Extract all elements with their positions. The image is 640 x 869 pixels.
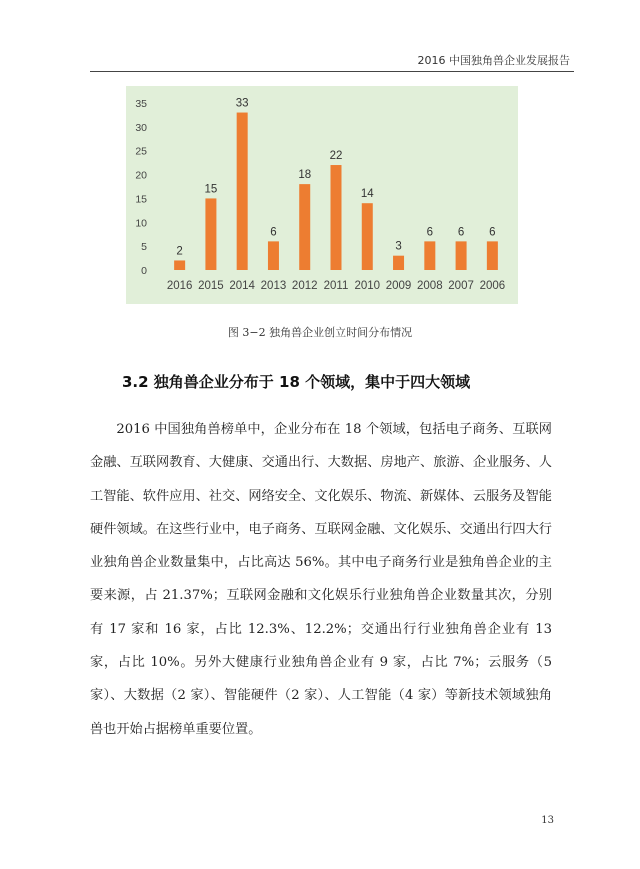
section-heading: 3.2 独角兽企业分布于 18 个领域，集中于四大领域 bbox=[122, 373, 471, 391]
bar-2016 bbox=[174, 260, 185, 270]
figure-caption: 图 3−2 独角兽企业创立时间分布情况 bbox=[227, 326, 413, 339]
bar-2006 bbox=[487, 241, 498, 270]
data-label-2009: 3 bbox=[395, 240, 402, 253]
x-tick-label-2007: 2007 bbox=[448, 280, 474, 292]
bar-2015 bbox=[205, 198, 216, 270]
body-paragraph: 2016 中国独角兽榜单中，企业分布在 18 个领域，包括电子商务、互联网金融、互联网教育、大健康、交通出行、大数据、房地产、旅游、企业服务、人工智能、软件应用、社交、网络安全、文化娱乐、物流、新媒体、云服务及智能硬件领域。在这些行业中，电子商务、互联网金融、文化娱乐、交通出行四大行业独角兽企业数量集中，占比高达 56%。其中电子商务行业是独角兽企业的主要来源，占 21.37%；互联网金融和文化娱乐行业独角兽企业数量其次，分别有 17 家和 16 家，占比 12.3%、12.2%；交通出行行业独角兽企业有 13 家，占比 10%。另外大健康行业独角兽企业有 9 家，占比 7%；云服务（5 家）、大数据（2 家）、智能硬件（2 家）、人工智能（4 家）等新技术领域独角兽也开始占据榜单重要位置。 bbox=[90, 422, 552, 737]
data-label-2011: 22 bbox=[329, 150, 343, 163]
x-tick-label-2016: 2016 bbox=[166, 280, 193, 292]
y-tick-label-5: 25 bbox=[135, 145, 147, 158]
bar-chart-svg bbox=[126, 86, 518, 304]
page-number: 13 bbox=[541, 815, 554, 826]
bar-2012 bbox=[299, 184, 310, 270]
bar-2010 bbox=[362, 203, 373, 270]
data-label-2016: 2 bbox=[176, 245, 183, 258]
y-tick-label-6: 30 bbox=[135, 121, 147, 134]
x-tick-label-2010: 2010 bbox=[354, 280, 381, 292]
data-label-2007: 6 bbox=[457, 226, 465, 239]
data-label-2012: 18 bbox=[298, 169, 312, 182]
x-tick-label-2013: 2013 bbox=[260, 280, 287, 292]
data-label-2013: 6 bbox=[270, 226, 277, 239]
data-label-2015: 15 bbox=[204, 183, 218, 196]
bar-chart bbox=[126, 86, 518, 304]
y-tick-label-7: 35 bbox=[135, 98, 147, 110]
bar-2009 bbox=[393, 256, 404, 270]
x-tick-label-2012: 2012 bbox=[291, 280, 318, 292]
data-label-2010: 14 bbox=[360, 188, 374, 201]
y-tick-label-3: 15 bbox=[135, 193, 147, 206]
header-rule bbox=[90, 71, 574, 72]
running-header: 2016 中国独角兽企业发展报告 bbox=[417, 54, 570, 67]
x-tick-label-2014: 2014 bbox=[229, 280, 255, 292]
data-label-2014: 33 bbox=[235, 97, 249, 110]
data-label-2006: 6 bbox=[489, 226, 496, 239]
bar-2011 bbox=[331, 165, 342, 270]
bar-2013 bbox=[268, 241, 279, 270]
data-label-2008: 6 bbox=[426, 226, 434, 239]
y-tick-label-2: 10 bbox=[135, 217, 147, 230]
bar-2007 bbox=[456, 241, 467, 270]
y-tick-label-0: 0 bbox=[141, 265, 147, 277]
x-tick-label-2006: 2006 bbox=[479, 280, 506, 292]
bar-2008 bbox=[424, 241, 435, 270]
x-tick-label-2009: 2009 bbox=[385, 280, 412, 292]
x-tick-label-2011: 2011 bbox=[323, 280, 349, 292]
y-tick-label-1: 5 bbox=[141, 241, 147, 254]
x-tick-label-2008: 2008 bbox=[417, 280, 443, 292]
bar-2014 bbox=[237, 113, 248, 270]
y-tick-label-4: 20 bbox=[135, 169, 147, 182]
x-tick-label-2015: 2015 bbox=[198, 280, 224, 292]
